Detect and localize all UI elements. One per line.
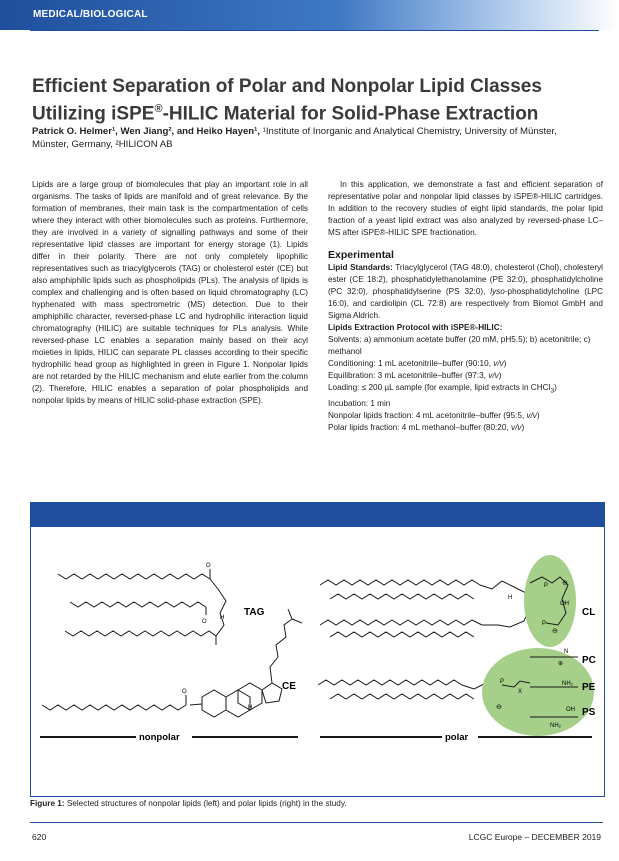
cl-chain-2 — [330, 594, 474, 599]
experimental-heading: Experimental — [328, 249, 394, 261]
paren: ) — [498, 371, 502, 380]
nonpolar-fraction-line — [328, 410, 603, 422]
equilibration-line — [328, 370, 603, 382]
loading-text: Loading: ≤ 200 µL sample (for example, lipid extracts in CHCl — [328, 383, 551, 392]
tag-chain-2 — [70, 602, 206, 607]
cl-label: CL — [582, 607, 596, 618]
atom-oh: OH — [560, 601, 569, 607]
vv-italic: v/v — [488, 371, 499, 380]
article-title — [32, 76, 592, 125]
pl-headgroup-highlight — [482, 648, 594, 736]
loading-line — [328, 382, 603, 398]
title-text: Utilizing iSPE — [32, 103, 155, 125]
header-divider — [30, 30, 599, 31]
paren: ) — [536, 410, 540, 420]
atom-o: O — [202, 619, 207, 625]
standards-text: Triacylglycerol (TAG 48:0), cholesterol (Chol), cholesteryl ester (CE 18:2), phosphatidylethanolamine (PE 32:0), phosphatidylcholine (PC 32:0), phosphatidylserine (PS 32:0), — [328, 263, 603, 296]
page-number: 620 — [32, 832, 47, 842]
cl-chain-3 — [320, 620, 482, 625]
intro-paragraph: Lipids are a large group of biomolecules that play an important role in all organisms. The tasks of lipids are manifold and of great relevance. By the formation of membranes, their main task is the compartmentation of cells where they interact with other biomolecules such as proteins. Furthermore, they are involved in a variety of signalling pathways and some of their representative lipid classes are important for energy storage (1). Lipids differ in their polarity. There are not only completely lipophilic representatives such as triacylglycerols (TAG) or cholesterol ester (CE) but also amphiphilic lipids such as phospholipids (PLs). The analysis of lipids is complex and challenging and is often based on liquid chromatography (LC) hyphenated with mass spectrometric (MS) detection. Due to their amphiphilic character, reversed-phase LC and hydrophilic interaction liquid chromatography (HILIC) are suitable techniques for PLs analysis. While reversed-phase LC enables a separation mainly based on their acyl moieties in lipids, HILIC can separate PL classes according to their specific hydrophilic head group as highlighted in green in Figure 1. Nonpolar lipids are not retarded by the HILIC mechanism and elute earlier from the column (2). Therefore, HILIC enables a separation of polar phospholipids and nonpolar lipids by means of HILIC solid-phase extraction (SPE). — [32, 180, 308, 405]
title-text: -HILIC Material for Solid-Phase Extraction — [162, 103, 539, 125]
cl-glycerol-link — [480, 581, 530, 627]
figure-title-bar — [30, 502, 605, 527]
atom-n: N — [564, 649, 569, 655]
standards-label: Lipid Standards: — [328, 263, 393, 272]
atom-x: X — [518, 689, 523, 695]
tag-chain-1 — [58, 574, 210, 579]
vv-italic: v/v — [526, 410, 537, 420]
title-line-2 — [32, 98, 592, 125]
tag-glycerol — [210, 579, 226, 636]
author-names: Patrick O. Helmer¹, Wen Jiang², and Heiko Hayen¹, — [32, 126, 261, 137]
solvents-line: Solvents: a) ammonium acetate buffer (20 mM, pH5.5); b) acetonitrile; c) methanol — [328, 335, 591, 356]
intro-column-right — [328, 179, 603, 434]
ce-ring-d — [262, 683, 282, 703]
subscript: 3 — [550, 387, 555, 395]
atom-h: H — [248, 705, 253, 711]
caption-label: Figure 1: — [30, 799, 65, 808]
pc-label: PC — [582, 655, 596, 666]
protocol-heading: Lipids Extraction Protocol with iSPE®-HILIC: — [328, 323, 503, 332]
nonpolar-fraction-text: Nonpolar lipids fraction: 4 mL acetonitrile–buffer (95:5, — [328, 410, 527, 420]
ce-label: CE — [282, 681, 296, 692]
atom-p: P — [500, 679, 505, 685]
author-block — [32, 125, 592, 151]
atom-minus: ⊖ — [496, 704, 502, 711]
atom-o: O — [182, 689, 187, 695]
tag-chain-3 — [65, 631, 216, 636]
atom-plus: ⊕ — [558, 661, 564, 667]
section-label: MEDICAL/BIOLOGICAL — [33, 9, 148, 20]
cl-chain-4 — [330, 632, 474, 637]
cl-chain-1 — [320, 580, 480, 585]
atom-minus: ⊖ — [552, 628, 558, 635]
caption-text: Selected structures of nonpolar lipids (left) and polar lipids (right) in the study. — [64, 799, 347, 808]
application-paragraph: In this application, we demonstrate a fast and efficient separation of representative polar and nonpolar lipid classes by iSPE®-HILIC cartridges. In addition to the recovery studies of eight lipid standards, the polar lipid fraction of a yeast lipid extract was also analyzed by reversed-phase LC–MS after iSPE®-HILIC SPE fractionation. — [328, 180, 603, 237]
pl-chain-2 — [330, 694, 474, 699]
atom-h: H — [508, 595, 513, 601]
conditioning-line — [328, 358, 603, 370]
lyso-italic: lyso — [490, 287, 505, 296]
author-affiliation: ¹Institute of Inorganic and Analytical Chemistry, University of Münster, Münster, Germany, ²HILICON AB — [32, 126, 557, 150]
paren: ) — [521, 422, 525, 432]
nonpolar-label: nonpolar — [139, 732, 180, 743]
paren: ) — [554, 383, 557, 392]
pe-label: PE — [582, 682, 596, 693]
ce-chain — [42, 705, 186, 710]
section-header-bar — [0, 0, 619, 30]
vv-italic: v/v — [493, 359, 504, 368]
atom-p: P — [544, 583, 549, 589]
atom-p: P — [542, 621, 547, 627]
journal-issue: LCGC Europe – DECEMBER 2019 — [468, 832, 601, 842]
polar-fraction-text: Polar lipids fraction: 4 mL methanol–buffer (80:20, — [328, 422, 511, 432]
ce-ring-a — [202, 690, 226, 717]
figure-caption — [30, 799, 603, 808]
pl-chain-1 — [318, 680, 462, 685]
standards-text-2: -phosphatidylcholine (LPC 16:0), and cardiolipin (CL 72:8) are respectively from Biomol GmbH and Sigma Aldrich. — [328, 287, 603, 320]
registered-mark: ® — [154, 103, 163, 115]
ce-side-chain — [270, 609, 292, 683]
incubation-line: Incubation: 1 min — [328, 398, 391, 408]
tag-label: TAG — [244, 607, 265, 618]
equilibration-text: Equilibration: 3 mL acetonitrile–buffer (97:3, — [328, 371, 489, 380]
atom-nh2: NH₂ — [550, 723, 561, 729]
polar-label: polar — [445, 732, 469, 743]
conditioning-text: Conditioning: 1 mL acetonitrile–buffer (90:10, — [328, 359, 494, 368]
atom-nh2: NH₂ — [562, 681, 573, 687]
atom-minus: ⊖ — [562, 580, 568, 587]
ps-label: PS — [582, 707, 596, 718]
footer-divider — [30, 822, 603, 823]
title-line-1: Efficient Separation of Polar and Nonpolar Lipid Classes — [32, 76, 542, 97]
paren: ) — [503, 359, 507, 368]
lipid-structures-figure — [30, 527, 603, 795]
atom-h: H — [220, 615, 225, 621]
polar-fraction-line — [328, 422, 603, 434]
atom-o: O — [206, 563, 211, 569]
intro-column-left — [32, 179, 308, 407]
atom-oh: OH — [566, 707, 575, 713]
vv-italic: v/v — [510, 422, 522, 432]
lipid-standards-paragraph — [328, 262, 603, 322]
